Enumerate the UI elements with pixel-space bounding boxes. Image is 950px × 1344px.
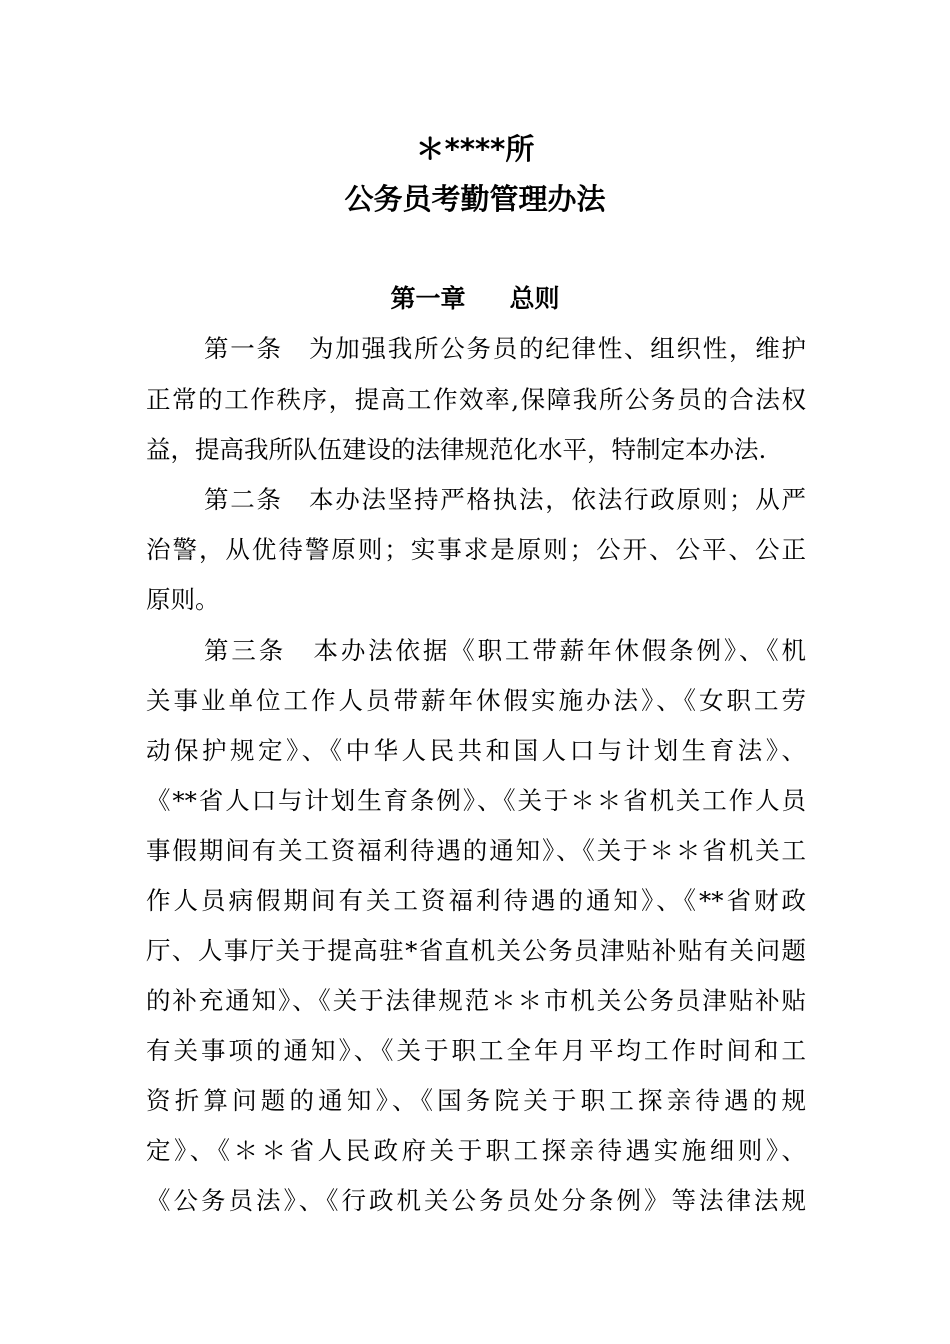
article-2-line: 第二条 本办法坚持严格执法，依法行政原则；从严 <box>204 485 806 514</box>
article-3-line: 的补充通知》、《关于法律规范＊＊市机关公务员津贴补贴 <box>146 986 806 1015</box>
article-3-line: 动保护规定》、《中华人民共和国人口与计划生育法》、 <box>146 736 806 765</box>
article-3-line: 有关事项的通知》、《关于职工全年月平均工作时间和工 <box>146 1036 806 1065</box>
article-1-line: 第一条 为加强我所公务员的纪律性、组织性，维护 <box>204 334 806 363</box>
chapter-name: 总则 <box>509 284 560 313</box>
article-3-line: 事假期间有关工资福利待遇的通知》、《关于＊＊省机关工 <box>146 836 806 865</box>
document-org-title: ＊****所 <box>415 132 535 166</box>
article-3-line: 资折算问题的通知》、《国务院关于职工探亲待遇的规 <box>146 1086 806 1115</box>
article-1-line: 正常的工作秩序，提高工作效率,保障我所公务员的合法权 <box>146 385 806 414</box>
article-3-line: 关事业单位工作人员带薪年休假实施办法》、《女职工劳 <box>146 686 806 715</box>
article-3-line: 定》、《＊＊省人民政府关于职工探亲待遇实施细则》、 <box>146 1136 806 1165</box>
chapter-number: 第一章 <box>390 284 466 313</box>
article-1-line: 益，提高我所队伍建设的法律规范化水平，特制定本办法. <box>146 435 767 464</box>
article-3-line: 第三条 本办法依据《职工带薪年休假条例》、《机 <box>204 636 806 665</box>
article-3-line: 厅、人事厅关于提高驻*省直机关公务员津贴补贴有关问题 <box>146 936 806 965</box>
article-3-line: 《**省人口与计划生育条例》、《关于＊＊省机关工作人员 <box>146 786 806 815</box>
chapter-heading <box>0 279 950 319</box>
article-3-line: 作人员病假期间有关工资福利待遇的通知》、《**省财政 <box>146 886 806 915</box>
article-2-line: 原则。 <box>146 585 220 614</box>
document-main-title: 公务员考勤管理办法 <box>344 182 606 216</box>
article-2-line: 治警，从优待警原则；实事求是原则；公开、公平、公正 <box>146 535 806 564</box>
article-3-line: 《公务员法》、《行政机关公务员处分条例》等法律法规 <box>146 1186 806 1215</box>
